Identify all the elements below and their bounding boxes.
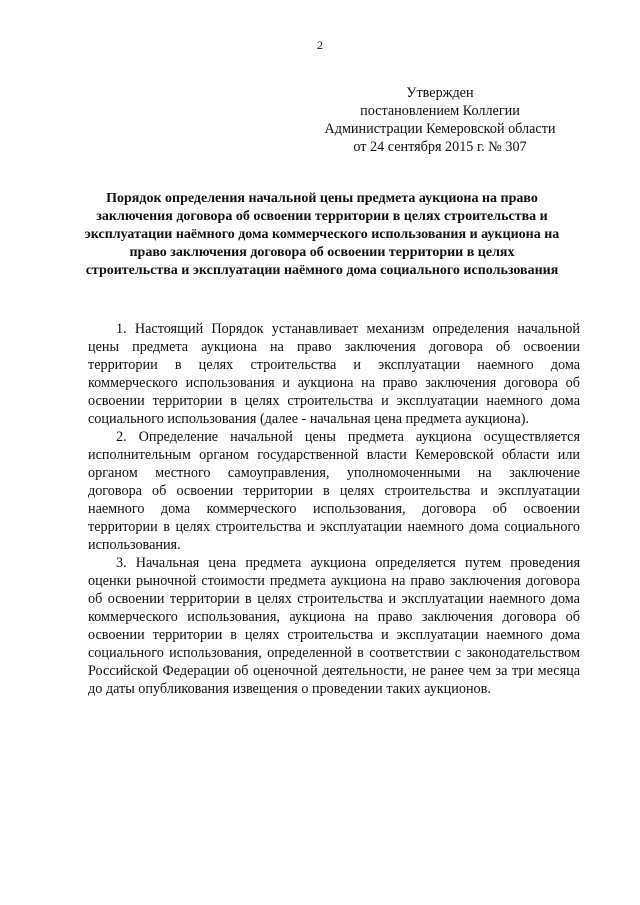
text-line: исполнительным органом государственной власти Кемеровской области или	[88, 447, 580, 463]
paragraph-3	[88, 554, 580, 698]
text-line: социального использования (далее - начальная цена предмета аукциона).	[88, 411, 530, 427]
approval-line: Утвержден	[406, 85, 474, 101]
text-line: Российской Федерации об оценочной деятельности, не ранее чем за три месяца	[88, 663, 580, 679]
text-line: 1. Настоящий Порядок устанавливает механизм определения начальной	[116, 321, 580, 337]
title-line: эксплуатации наёмного дома коммерческого использования и аукциона на	[84, 227, 560, 242]
paragraph-1	[88, 320, 580, 428]
document-title	[64, 190, 580, 280]
approval-stamp-block	[300, 84, 580, 156]
text-line: территории в целях строительства и эксплуатации наемного дома социального	[88, 519, 580, 535]
title-line: заключения договора об освоении территории в целях строительства и	[96, 209, 548, 224]
text-line: наемного дома коммерческого использования, договора об освоении	[88, 501, 580, 517]
approval-line: от 24 сентября 2015 г. № 307	[353, 139, 527, 155]
text-line: освоении территории в целях строительства и эксплуатации наемного дома	[88, 393, 580, 409]
text-line: договора об освоении территории в целях строительства и эксплуатации	[88, 483, 580, 499]
text-line: 3. Начальная цена предмета аукциона определяется путем проведения	[116, 555, 580, 571]
approval-line: Администрации Кемеровской области	[324, 121, 556, 137]
paragraph-2	[88, 428, 580, 554]
text-line: органом местного самоуправления, уполномоченными на заключение	[88, 465, 580, 481]
approval-line: постановлением Коллегии	[360, 103, 520, 119]
document-body	[88, 320, 580, 698]
text-line: социального использования, определенной в соответствии с законодательством	[88, 645, 580, 661]
text-line: коммерческого использования и аукциона на право заключения договора об	[88, 375, 580, 391]
text-line: использования.	[88, 537, 181, 553]
text-line: территории в целях строительства и эксплуатации наемного дома	[88, 357, 580, 373]
title-line: Порядок определения начальной цены предмета аукциона на право	[106, 191, 538, 206]
title-line: строительства и эксплуатации наёмного дома социального использования	[85, 263, 559, 278]
text-line: до даты опубликования извещения о проведении таких аукционов.	[88, 681, 491, 697]
text-line: об освоении территории в целях строительства и эксплуатации наемного дома	[88, 591, 580, 607]
text-line: 2. Определение начальной цены предмета аукциона осуществляется	[116, 429, 580, 445]
text-line: оценки рыночной стоимости предмета аукциона на право заключения договора	[88, 573, 580, 589]
page-number: 2	[317, 38, 323, 52]
text-line: коммерческого использования, аукциона на право заключения договора об	[88, 609, 580, 625]
text-line: освоении территории в целях строительства и эксплуатации наемного дома	[88, 627, 580, 643]
text-line: цены предмета аукциона на право заключения договора об освоении	[88, 339, 580, 355]
title-line: право заключения договора об освоении территории в целях	[129, 245, 515, 260]
